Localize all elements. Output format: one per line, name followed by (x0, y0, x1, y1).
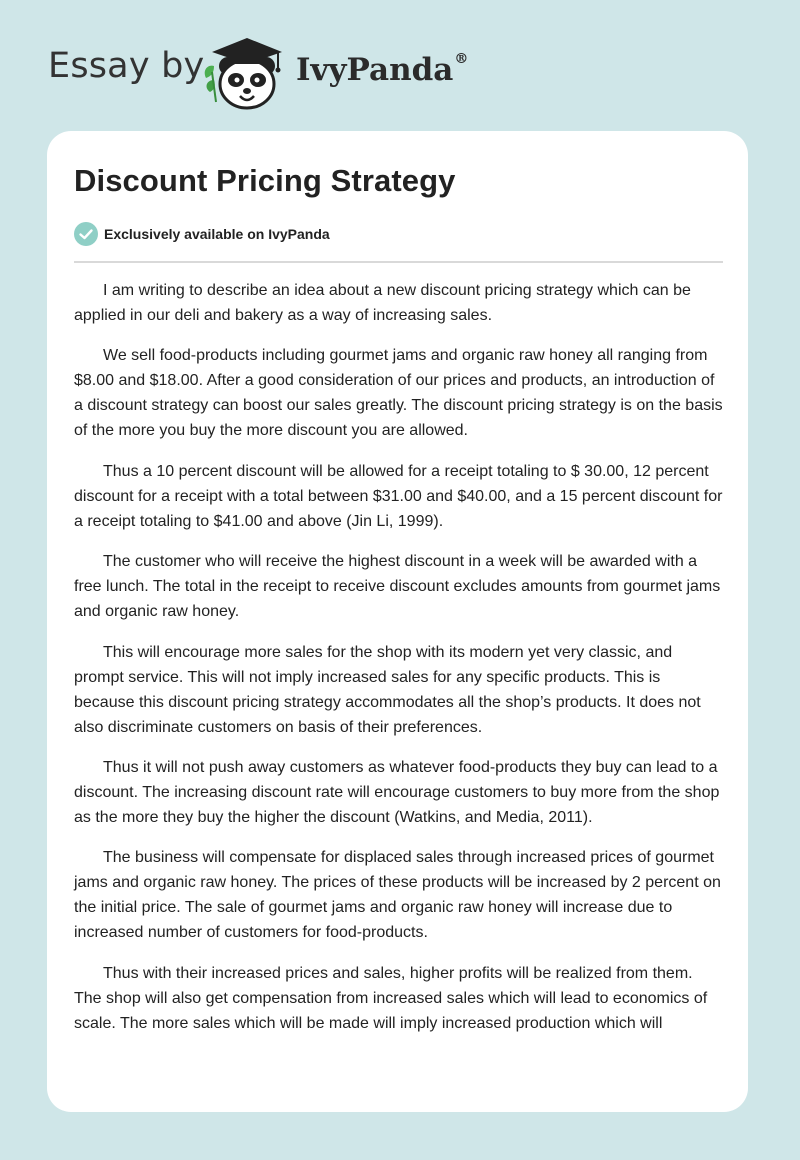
brand-logo-text[interactable] (296, 52, 468, 88)
site-header (0, 0, 800, 120)
registered-mark: ® (454, 50, 469, 67)
exclusive-badge-label: Exclusively available on IvyPanda (104, 226, 330, 242)
essay-paragraph: I am writing to describe an idea about a new discount pricing strategy which can be applied in our deli and bakery as a way of increasing sales. (74, 282, 691, 324)
essay-by-label: Essay by (48, 46, 205, 86)
essay-paragraph: The business will compensate for displaced sales through increased prices of gourmet jams and organic raw honey. The prices of these products will be increased by 2 percent on the initial price. The sale of gourmet jams and organic raw honey will increase due to increased number of customers for food-products. (74, 849, 721, 942)
title-divider (74, 261, 723, 263)
essay-paragraph: This will encourage more sales for the shop with its modern yet very classic, and prompt service. This will not imply increased sales for any specific products. This is because this discount pricing strategy accommodates all the shop’s products. It does not also discriminate customers on basis of their preferences. (74, 643, 701, 736)
essay-paragraph: The customer who will receive the highest discount in a week will be awarded with a free lunch. The total in the receipt to receive discount excludes amounts from gourmet jams and organic raw honey. (74, 553, 721, 621)
essay-card (47, 131, 748, 1112)
essay-paragraph: Thus it will not push away customers as whatever food-products they buy can lead to a discount. The increasing discount rate will encourage customers to buy more from the shop as the more they buy the higher the discount (Watkins, and Media, 2011). (74, 758, 720, 826)
check-circle-icon (74, 222, 98, 246)
exclusive-badge (74, 222, 330, 246)
page-title: Discount Pricing Strategy (74, 163, 456, 198)
panda-graduation-icon[interactable] (200, 32, 292, 112)
essay-body (74, 278, 724, 1051)
essay-paragraph: We sell food-products including gourmet jams and organic raw honey all ranging from $8.00 and $18.00. After a good consideration of our prices and products, an introduction of a discount strategy can boost our sales greatly. The discount pricing strategy is on the basis of the more you buy the more discount you are allowed. (74, 347, 723, 440)
essay-paragraph: Thus with their increased prices and sales, higher profits will be realized from them. The shop will also get compensation from increased sales which will lead to economics of scale. The more sales which will be made will imply increased production which will (74, 964, 708, 1032)
brand-name: IvyPanda (296, 52, 454, 88)
essay-paragraph: Thus a 10 percent discount will be allowed for a receipt totaling to $ 30.00, 12 percent discount for a receipt with a total between $31.00 and $40.00, and a 15 percent discount for a receipt totaling to $41.00 and above (Jin Li, 1999). (74, 462, 723, 530)
